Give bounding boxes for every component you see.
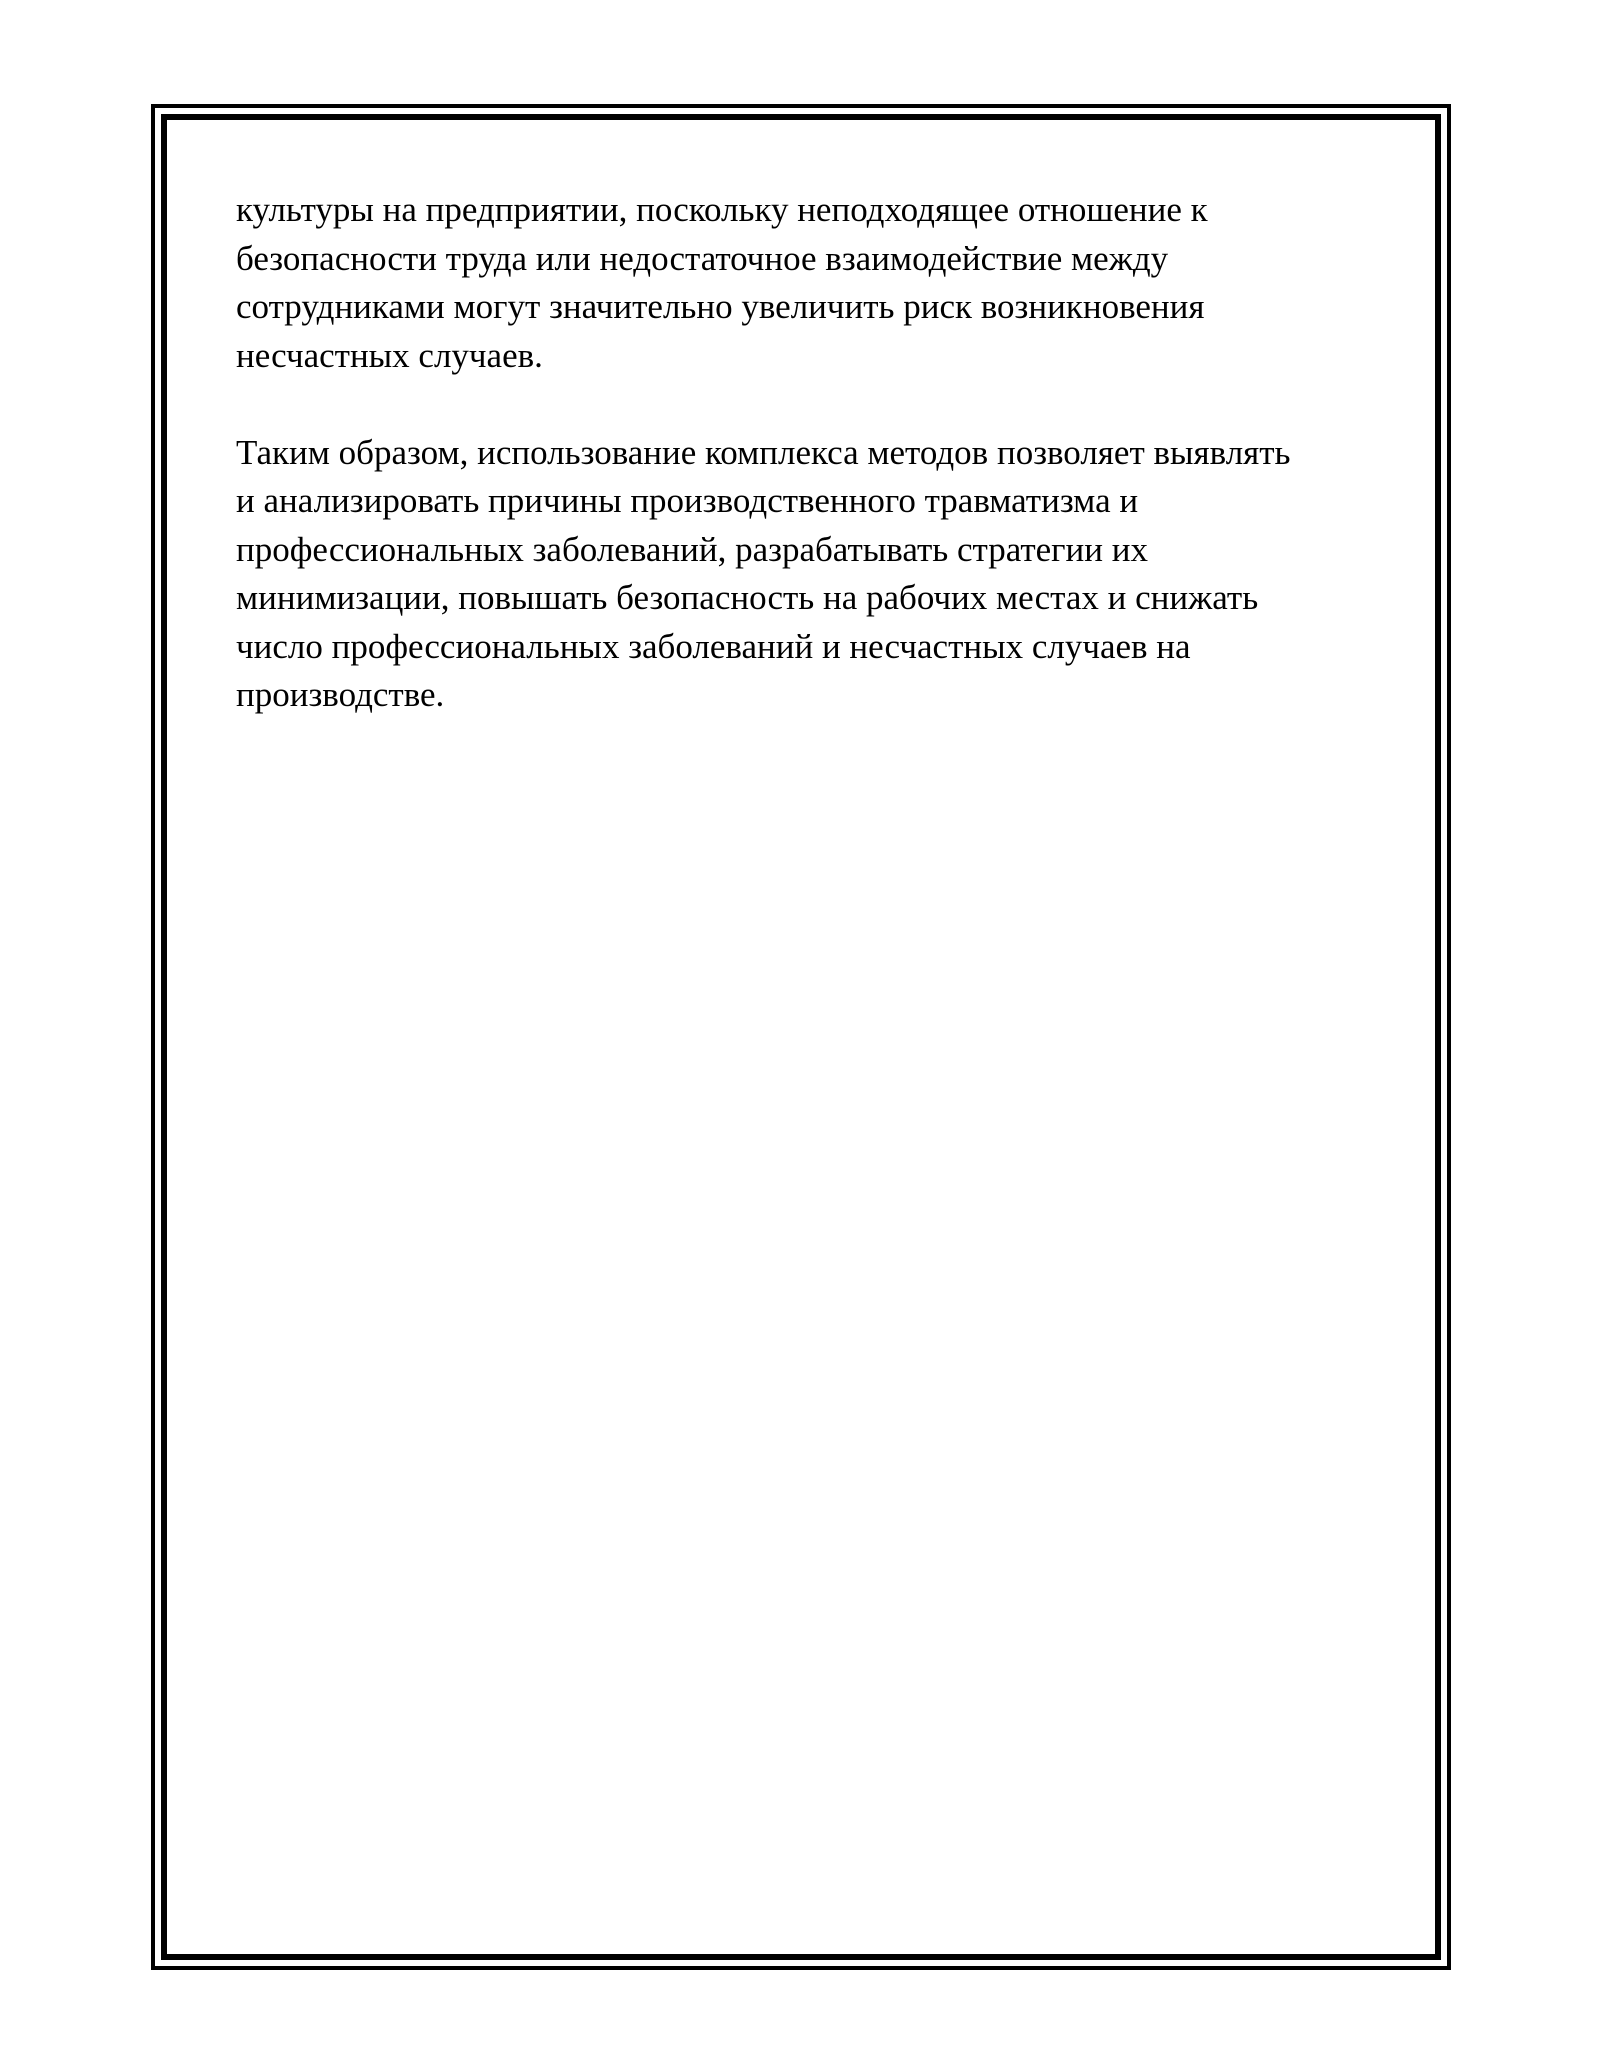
text-line: минимизации, повышать безопасность на рабочих местах и снижать [236, 578, 1259, 617]
paragraph-2 [236, 429, 1386, 720]
text-line: производстве. [236, 675, 445, 714]
text-line: безопасности труда или недостаточное взаимодействие между [236, 238, 1169, 278]
text-line: сотрудниками могут значительно увеличить риск возникновения [236, 287, 1205, 326]
text-line: несчастных случаев. [236, 335, 543, 375]
paragraph-1 [236, 186, 1386, 380]
page-body [236, 186, 1386, 720]
text-line: культуры на предприятии, поскольку неподходящее отношение к [236, 190, 1208, 229]
text-line: и анализировать причины производственного травматизма и [236, 481, 1139, 520]
text-line: число профессиональных заболеваний и несчастных случаев на [236, 626, 1191, 666]
text-line: Таким образом, использование комплекса методов позволяет выявлять [236, 432, 1291, 472]
text-line: профессиональных заболеваний, разрабатывать стратегии их [236, 529, 1148, 569]
